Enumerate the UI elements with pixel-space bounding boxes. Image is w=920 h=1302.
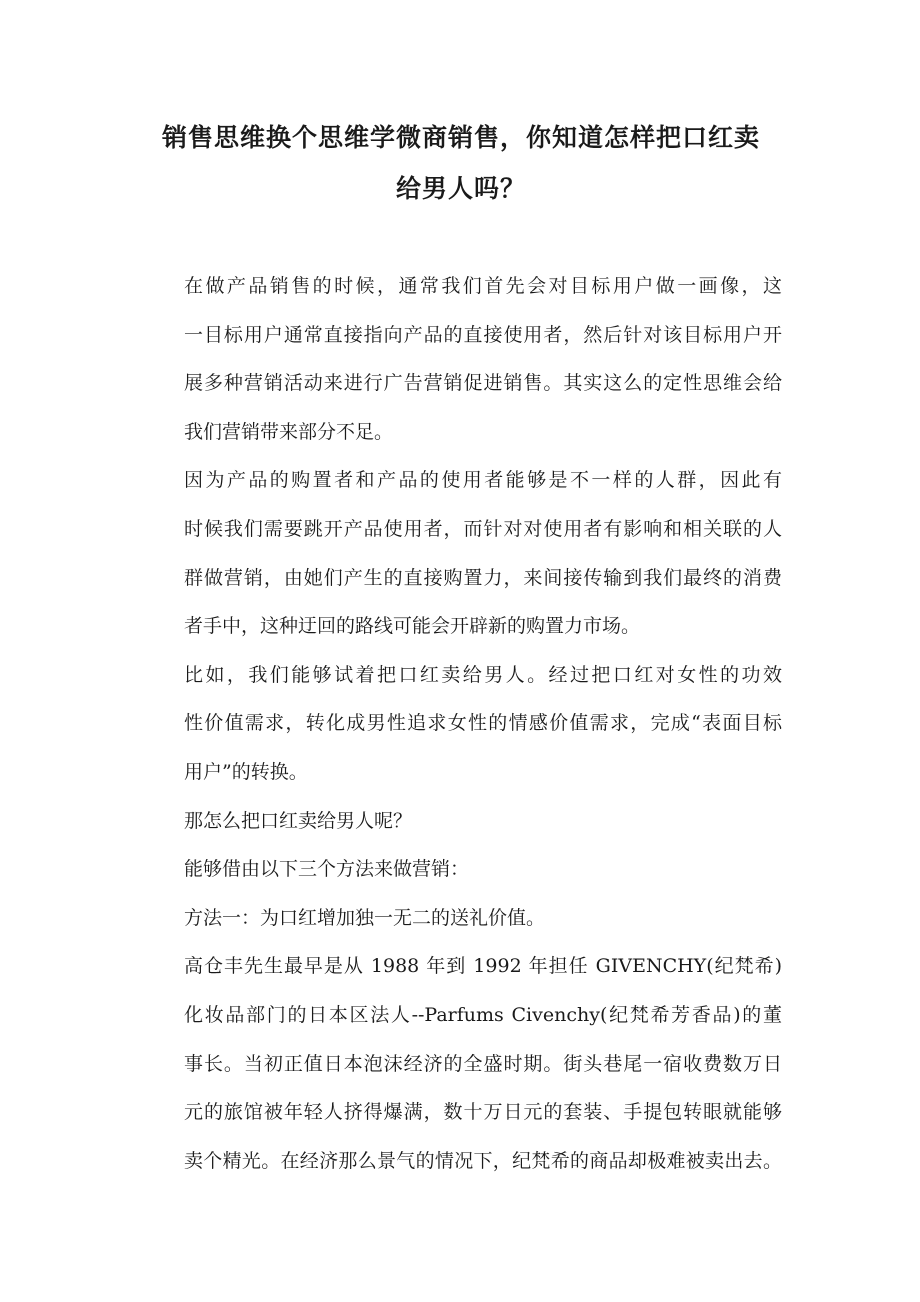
text-line: 性价值需求，转化成男性追求女性的情感价值需求，完成“表面目标 [184,712,782,735]
paragraph [140,651,782,797]
text-line: 方法一：为口红增加独一无二的送礼价值。 [184,906,546,929]
text-line: 我们营销带来部分不足。 [184,420,394,443]
text-line: 因为产品的购置者和产品的使用者能够是不一样的人群，因此有 [184,469,782,492]
text-line: 用户”的转换。 [184,760,308,783]
text-line: 卖个精光。在经济那么景气的情况下，纪梵希的商品却极难被卖出去。 [184,1149,782,1172]
text-line: 那怎么把口红卖给男人呢？ [184,809,413,832]
paragraph [140,262,782,456]
text-line: 群做营销，由她们产生的直接购置力，来间接传输到我们最终的消费 [184,566,782,589]
title-line: 给男人吗？ [395,174,526,203]
document-body [140,262,782,1185]
text-line: 时候我们需要跳开产品使用者，而针对对使用者有影响和相关联的人 [184,517,782,540]
text-line: 元的旅馆被年轻人挤得爆满，数十万日元的套装、手提包转眼就能够 [184,1101,782,1124]
text-line: 在做产品销售的时候，通常我们首先会对目标用户做一画像，这 [184,275,782,297]
paragraph [140,894,782,943]
text-line: 比如，我们能够试着把口红卖给男人。经过把口红对女性的功效 [184,663,782,686]
paragraph [140,456,782,650]
text-line: 能够借由以下三个方法来做营销： [184,858,470,881]
text-line: 展多种营销活动来进行广告营销促进销售。其实这么的定性思维会给 [184,372,782,395]
text-line: 高仓丰先生最早是从 1988 年到 1992 年担任 GIVENCHY(纪梵希) [184,955,782,978]
document-title [140,112,782,214]
paragraph [140,942,782,1185]
text-line: 者手中，这种迂回的路线可能会开辟新的购置力市场。 [184,615,641,638]
paragraph [140,797,782,846]
text-line: 事长。当初正值日本泡沫经济的全盛时期。街头巷尾一宿收费数万日 [184,1052,782,1075]
title-line: 销售思维换个思维学微商销售，你知道怎样把口红卖 [161,123,760,152]
text-line: 一目标用户通常直接指向产品的直接使用者，然后针对该目标用户开 [184,323,782,346]
text-line: 化妆品部门的日本区法人--Parfums Civenchy(纪梵希芳香品)的董 [184,1003,782,1026]
paragraph [140,845,782,894]
